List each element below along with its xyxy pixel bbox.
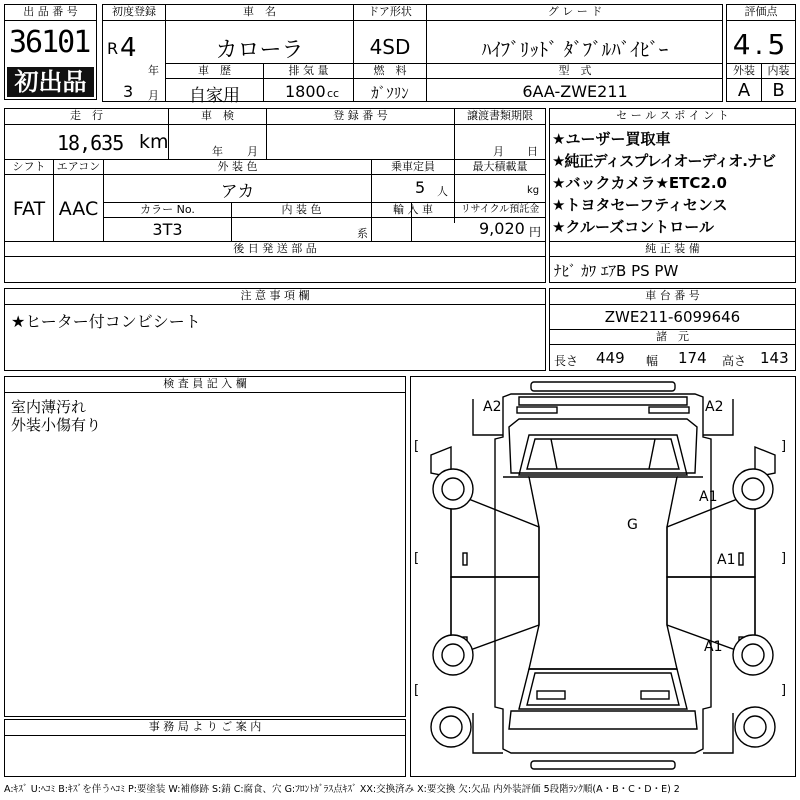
color-no-header: カラー No.: [140, 203, 195, 216]
mark-a1-rear: A1: [704, 639, 723, 655]
history-value: 自家用: [189, 86, 240, 106]
legend-text: A:ｷｽﾞ U:ﾍｺﾐ B:ｷｽﾞを伴うﾍｺﾐ P:要塗装 W:補修跡 S:錆 C:腐食、穴 G:ﾌﾛﾝﾄｶﾞﾗｽ点ｷｽﾞ XX:交換済み X:要交換 欠:欠品 内外装評価 5段階ﾗﾝｸ順(A・B・C・D・E) 2: [4, 784, 680, 795]
displacement-unit: cc: [327, 87, 340, 100]
lot-number: 36101: [9, 25, 90, 60]
top-grid: [102, 4, 723, 106]
office-header: 事 務 局 よ り ご 案 内: [148, 720, 262, 733]
sales-point-item: ★純正ディスプレイオーディオ.ナビ: [552, 152, 775, 170]
mileage-unit: km: [139, 131, 169, 153]
notes-value: ★ヒーター付コンビシート: [11, 312, 201, 331]
registration-header: 登 録 番 号: [333, 109, 388, 122]
transfer-day-unit: 日: [527, 145, 538, 158]
mark-glass: G: [627, 517, 638, 533]
grade-header: グ レ ー ド: [547, 5, 603, 18]
inspector-box: [4, 376, 406, 717]
first-reg-month-unit: 月: [148, 89, 159, 102]
dims-width-value: 174: [678, 349, 707, 367]
inspection-year-unit: 年: [212, 145, 223, 158]
bracket-right-c: ]: [781, 683, 787, 698]
displacement-value: 1800: [285, 82, 326, 101]
dims-width-label: 幅: [646, 354, 659, 368]
score-value: 4.5: [732, 28, 790, 61]
model-value: 6AA-ZWE211: [522, 82, 628, 101]
max-load-unit: kg: [527, 185, 540, 196]
car-diagram: [411, 377, 795, 776]
mark-a1-mid: A1: [717, 552, 736, 568]
office-box: [4, 719, 406, 777]
first-reg-month: 3: [123, 82, 134, 101]
int-color-unit: 系: [357, 227, 368, 240]
first-listing-badge: 初出品: [7, 67, 94, 97]
fuel-value: ｶﾞｿﾘﾝ: [371, 84, 409, 102]
first-reg-header: 初度登録: [112, 5, 156, 18]
capacity-header: 乗車定員: [391, 160, 435, 173]
details-grid: [4, 108, 546, 283]
inspector-header: 検 査 員 記 入 欄: [163, 377, 247, 390]
later-parts-header: 後 日 発 送 部 品: [233, 242, 317, 255]
chassis-header: 車 台 番 号: [645, 289, 700, 302]
sales-point-item: ★トヨタセーフティセンス: [552, 196, 728, 214]
ac-value: AAC: [58, 198, 99, 220]
mark-a1-front: A1: [699, 489, 718, 505]
recycle-value: 9,020: [479, 219, 525, 238]
car-name-header: 車 名: [243, 5, 276, 18]
lot-box: [4, 4, 97, 100]
bracket-right-a: ]: [781, 439, 787, 454]
recycle-unit: 円: [529, 225, 542, 239]
capacity-unit: 人: [437, 185, 448, 198]
grade-value: ﾊｲﾌﾞﾘｯﾄﾞ ﾀﾞﾌﾞﾙﾊﾞｲﾋﾞｰ: [481, 39, 669, 61]
bracket-right-b: ]: [781, 551, 787, 566]
sales-points-header: セ ー ル ス ポ イ ン ト: [616, 109, 729, 122]
mileage-header: 走 行: [70, 109, 103, 122]
car-diagram-box: [410, 376, 796, 777]
history-header: 車 歴: [198, 64, 231, 77]
shift-header: シフト: [12, 160, 46, 173]
equipment-header: 純 正 装 備: [645, 242, 700, 255]
transfer-deadline-header: 譲渡書類期限: [467, 109, 533, 122]
model-header: 型 式: [558, 64, 592, 77]
mark-a2-right: A2: [705, 399, 724, 415]
dims-height-label: 高さ: [722, 354, 747, 368]
mileage-value: 18,635: [57, 131, 124, 155]
sales-points-box: [549, 108, 796, 283]
inspector-line: 外装小傷有り: [11, 416, 102, 434]
notes-header: 注 意 事 項 欄: [240, 289, 310, 302]
inspection-month-unit: 月: [247, 145, 258, 158]
chassis-value: ZWE211-6099646: [604, 308, 741, 326]
ext-color-header: 外 装 色: [217, 160, 258, 173]
score-box: [726, 4, 796, 102]
dims-header: 諸 元: [656, 330, 689, 343]
notes-box: [4, 288, 546, 371]
inspector-line: 室内薄汚れ: [11, 398, 87, 416]
first-reg-year: 4: [120, 33, 137, 63]
door-header: ドア形状: [368, 5, 412, 18]
dims-height-value: 143: [760, 349, 789, 367]
first-reg-era: R: [107, 39, 119, 58]
fuel-header: 燃 料: [373, 64, 407, 77]
import-header: 輸 入 車: [393, 203, 433, 216]
dims-length-value: 449: [596, 349, 625, 367]
interior-grade-value: B: [772, 80, 785, 101]
sales-point-item: ★バックカメラ★ETC2.0: [552, 174, 727, 192]
bracket-left-b: [: [414, 551, 420, 566]
lot-header: 出 品 番 号: [23, 5, 78, 18]
recycle-header: リサイクル預託金: [460, 204, 540, 215]
score-header: 評価点: [744, 5, 778, 18]
capacity-value: 5: [415, 178, 426, 197]
color-no-value: 3T3: [152, 220, 183, 239]
ext-color-value: アカ: [220, 182, 255, 202]
max-load-header: 最大積載量: [472, 160, 528, 173]
door-value: 4SD: [369, 35, 411, 59]
ac-header: エアコン: [56, 160, 101, 173]
sales-point-item: ★クルーズコントロール: [552, 218, 714, 236]
interior-grade-header: 内装: [767, 64, 790, 77]
equipment-value: ﾅﾋﾞ ｶﾜ ｴｱB PS PW: [554, 262, 679, 280]
bracket-left-c: [: [414, 683, 420, 698]
shift-value: FAT: [12, 198, 46, 220]
transfer-month-unit: 月: [493, 145, 504, 158]
exterior-grade-value: A: [737, 80, 751, 101]
displacement-header: 排 気 量: [288, 64, 329, 77]
exterior-grade-header: 外装: [733, 64, 755, 77]
first-reg-year-unit: 年: [148, 64, 159, 77]
chassis-box: [549, 288, 796, 371]
dims-length-label: 長さ: [554, 354, 579, 368]
mark-a2-left: A2: [483, 399, 502, 415]
inspection-header: 車 検: [201, 109, 234, 122]
car-name-value: カローラ: [215, 38, 304, 63]
bracket-left-a: [: [414, 439, 420, 454]
int-color-header: 内 装 色: [281, 203, 322, 216]
sales-point-item: ★ユーザー買取車: [552, 130, 671, 148]
